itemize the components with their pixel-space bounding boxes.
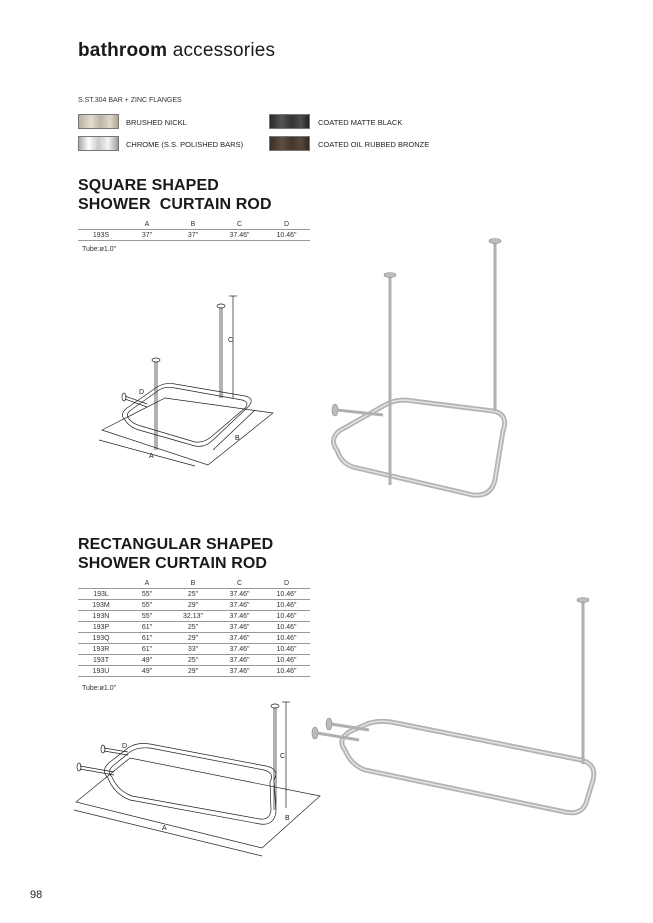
table-row bbox=[78, 600, 310, 611]
cell-b: 25" bbox=[170, 622, 216, 633]
cell-d: 10.46" bbox=[263, 666, 310, 677]
square-spec-table bbox=[78, 220, 310, 241]
cell-a: 49" bbox=[124, 666, 170, 677]
cell-b: 29" bbox=[170, 666, 216, 677]
cell-c: 37.46" bbox=[216, 644, 263, 655]
dim-label-d: D bbox=[122, 743, 128, 750]
cell-d: 10.46" bbox=[263, 655, 310, 666]
cell-b: 25" bbox=[170, 589, 216, 600]
header-bold: bathroom bbox=[78, 40, 168, 61]
rectangular-tube-note: Tube:ø1.0" bbox=[82, 685, 117, 692]
finish-label: COATED MATTE BLACK bbox=[318, 118, 403, 127]
material-note: S.ST.304 BAR + ZINC FLANGES bbox=[78, 97, 182, 104]
cell-a: 55" bbox=[124, 600, 170, 611]
table-row bbox=[78, 611, 310, 622]
cell-b: 25" bbox=[170, 655, 216, 666]
model-cell: 193P bbox=[78, 622, 124, 633]
page-number: 98 bbox=[30, 889, 43, 901]
column-header: A bbox=[144, 580, 150, 587]
square-title-line2: SHOWER CURTAIN ROD bbox=[78, 196, 272, 213]
cell-c: 37.46" bbox=[216, 666, 263, 677]
brushed-nickel-swatch bbox=[78, 114, 119, 129]
dim-label-a: A bbox=[162, 825, 167, 832]
cell-c: 37.46" bbox=[216, 611, 263, 622]
cell-c: 37.46" bbox=[216, 655, 263, 666]
model-cell: 193N bbox=[78, 611, 124, 622]
cell-c: 37.46" bbox=[216, 622, 263, 633]
dim-label-a: A bbox=[149, 453, 154, 460]
cell-b: 29" bbox=[170, 633, 216, 644]
cell-d: 10.46" bbox=[263, 600, 310, 611]
column-header: C bbox=[236, 221, 243, 228]
model-cell: 193T bbox=[78, 655, 124, 666]
column-header: D bbox=[283, 221, 290, 228]
square-rod-product-image bbox=[325, 235, 540, 505]
table-row bbox=[78, 589, 310, 600]
model-cell: 193R bbox=[78, 644, 124, 655]
cell-d: 10.46" bbox=[263, 644, 310, 655]
cell-b: 32.13" bbox=[170, 611, 216, 622]
matte-black-swatch bbox=[269, 114, 310, 129]
cell-c: 37.46" bbox=[216, 600, 263, 611]
cell-a: 55" bbox=[124, 589, 170, 600]
page-header bbox=[78, 40, 275, 62]
cell-b: 33" bbox=[170, 644, 216, 655]
rectangular-title-line2: SHOWER CURTAIN ROD bbox=[78, 555, 268, 572]
rectangular-spec-table bbox=[78, 579, 310, 677]
table-row bbox=[78, 666, 310, 677]
table-row bbox=[78, 230, 310, 241]
rectangular-rod-drawing bbox=[70, 700, 330, 860]
table-row bbox=[78, 644, 310, 655]
cell-d: 10.46" bbox=[263, 622, 310, 633]
cell-d: 10.46" bbox=[263, 611, 310, 622]
column-header: D bbox=[283, 580, 290, 587]
finish-label: COATED OIL RUBBED BRONZE bbox=[318, 140, 430, 149]
cell-b: 29" bbox=[170, 600, 216, 611]
finish-label: CHROME (S.S. POLISHED BARS) bbox=[126, 140, 244, 149]
cell-a: 55" bbox=[124, 611, 170, 622]
dim-label-c: C bbox=[228, 337, 234, 344]
cell-d: 10.46" bbox=[263, 230, 310, 241]
cell-a: 61" bbox=[124, 644, 170, 655]
cell-c: 37.46" bbox=[216, 633, 263, 644]
square-title bbox=[78, 176, 272, 214]
column-header: B bbox=[190, 580, 196, 587]
rectangular-rod-product-image bbox=[305, 590, 605, 830]
column-header: C bbox=[236, 580, 243, 587]
table-row bbox=[78, 622, 310, 633]
column-header: A bbox=[144, 221, 150, 228]
cell-d: 10.46" bbox=[263, 589, 310, 600]
model-cell: 193L bbox=[78, 589, 124, 600]
dim-label-b: B bbox=[235, 435, 240, 442]
table-row bbox=[78, 655, 310, 666]
square-title-line1: SQUARE SHAPED bbox=[78, 177, 219, 194]
table-row bbox=[78, 633, 310, 644]
model-cell: 193U bbox=[78, 666, 124, 677]
header-light: accessories bbox=[172, 40, 276, 61]
cell-d: 10.46" bbox=[263, 633, 310, 644]
column-header: B bbox=[190, 221, 196, 228]
model-cell: 193S bbox=[78, 230, 124, 241]
cell-a: 49" bbox=[124, 655, 170, 666]
model-cell: 193Q bbox=[78, 633, 124, 644]
rectangular-title bbox=[78, 535, 273, 573]
cell-c: 37.46" bbox=[216, 230, 263, 241]
oil-rubbed-bronze-swatch bbox=[269, 136, 310, 151]
dim-label-b: B bbox=[285, 815, 290, 822]
cell-c: 37.46" bbox=[216, 589, 263, 600]
square-rod-drawing bbox=[95, 290, 285, 480]
square-tube-note: Tube:ø1.0" bbox=[82, 246, 117, 253]
dim-label-c: C bbox=[280, 753, 286, 760]
cell-a: 61" bbox=[124, 622, 170, 633]
cell-b: 37" bbox=[170, 230, 216, 241]
cell-a: 61" bbox=[124, 633, 170, 644]
cell-a: 37" bbox=[124, 230, 170, 241]
chrome-swatch bbox=[78, 136, 119, 151]
dim-label-d: D bbox=[139, 389, 145, 396]
finish-label: BRUSHED NICKL bbox=[126, 118, 187, 127]
model-cell: 193M bbox=[78, 600, 124, 611]
rectangular-title-line1: RECTANGULAR SHAPED bbox=[78, 536, 274, 553]
